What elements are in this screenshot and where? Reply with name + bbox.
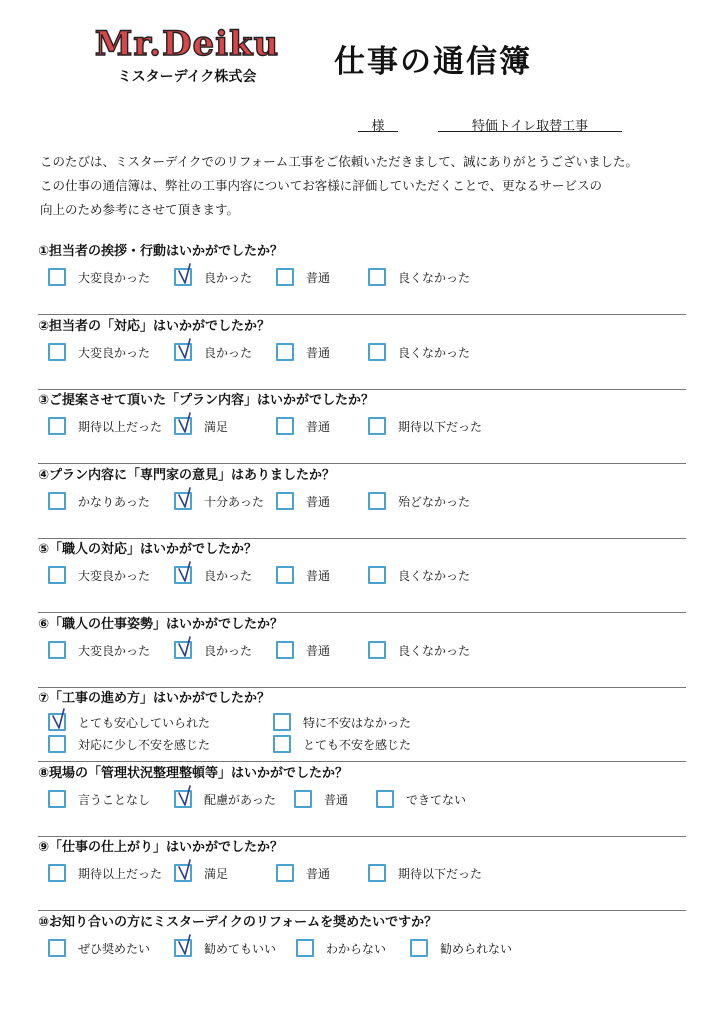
option-label: 期待以上だった <box>78 867 163 881</box>
option-label: 良かった <box>204 643 253 658</box>
option-label: 普通 <box>306 643 331 658</box>
question-block <box>38 911 686 985</box>
logo-text: Mr.Deiku <box>94 24 280 64</box>
intro-line: このたびは、ミスターデイクでのリフォーム工事をご依頼いただきまして、誠にありがとうございました。 <box>40 154 639 169</box>
check-mark-icon <box>176 635 198 657</box>
option-label: 普通 <box>306 569 331 583</box>
question-title: ⑦「工事の進め方」はいかがでしたか？ <box>38 691 271 706</box>
check-mark-icon <box>176 933 198 955</box>
option-label: 良くなかった <box>398 271 471 285</box>
option-label: かなりあった <box>78 494 150 509</box>
checkbox[interactable] <box>276 492 294 510</box>
option-label: 期待以上だった <box>78 420 163 434</box>
question-title: ⑩お知り合いの方にミスターデイクのリフォームを奨めたいですか？ <box>38 914 438 930</box>
option-label: 普通 <box>306 867 331 881</box>
option-label: とても安心していられた <box>78 716 211 730</box>
company-logo <box>74 24 300 86</box>
option-label: 良かった <box>204 271 253 285</box>
intro-text <box>40 150 700 222</box>
checkbox[interactable] <box>368 268 386 286</box>
checkbox[interactable] <box>273 713 291 731</box>
checkbox[interactable] <box>273 735 291 753</box>
option-label: 期待以下だった <box>398 420 483 434</box>
check-mark-icon <box>176 858 198 880</box>
question-block <box>38 687 686 762</box>
question-title: ⑨「仕事の仕上がり」はいかがでしたか？ <box>38 840 284 855</box>
option-label: 良くなかった <box>398 569 471 583</box>
option-label: 大変良かった <box>78 345 151 360</box>
checkbox[interactable] <box>276 417 294 435</box>
question-title: ①担当者の挨拶・行動はいかがでしたか？ <box>38 244 284 259</box>
option-label: 普通 <box>306 420 331 434</box>
checkbox[interactable] <box>48 864 66 882</box>
question-title: ⑥「職人の仕事姿勢」はいかがでしたか？ <box>38 616 284 632</box>
checkbox[interactable] <box>276 566 294 584</box>
check-mark-icon <box>176 411 198 433</box>
checkbox[interactable] <box>276 343 294 361</box>
option-label: 大変良かった <box>78 643 151 658</box>
company-name: ミスターデイク株式会 <box>117 69 257 85</box>
question-block <box>38 240 686 315</box>
option-label: 大変良かった <box>78 271 151 285</box>
check-mark-icon <box>176 784 198 806</box>
option-label: 満足 <box>204 420 229 434</box>
check-mark-icon <box>176 262 198 284</box>
option-label: 特に不安はなかった <box>303 716 412 730</box>
question-title: ②担当者の「対応」はいかがでしたか？ <box>38 318 271 334</box>
checkbox[interactable] <box>368 492 386 510</box>
option-label: 対応に少し不安を感じた <box>78 738 211 752</box>
checkbox[interactable] <box>276 864 294 882</box>
question-title: ⑤「職人の対応」はいかがでしたか？ <box>38 542 258 557</box>
checkbox[interactable] <box>276 268 294 286</box>
check-mark-icon <box>50 707 72 729</box>
question-block <box>38 613 686 688</box>
checkbox[interactable] <box>48 492 66 510</box>
question-block <box>38 464 686 539</box>
question-title: ④プラン内容に「専門家の意見」はありましたか？ <box>38 467 336 483</box>
checkbox[interactable] <box>48 566 66 584</box>
customer-name-line: 様 <box>358 115 398 132</box>
checkbox[interactable] <box>48 268 66 286</box>
checkbox[interactable] <box>48 641 66 659</box>
option-label: 普通 <box>306 494 331 509</box>
option-label: ぜひ奨めたい <box>78 941 151 956</box>
checkbox[interactable] <box>410 939 428 957</box>
checkbox[interactable] <box>294 790 312 808</box>
question-block <box>38 836 686 911</box>
intro-line: この仕事の通信簿は、弊社の工事内容についてお客様に評価していただくことで、更なるサービスの <box>40 178 603 193</box>
checkbox[interactable] <box>296 939 314 957</box>
checkbox[interactable] <box>48 790 66 808</box>
job-name: 特価トイレ取替工事 <box>438 115 622 132</box>
question-block <box>38 538 686 613</box>
option-label: 大変良かった <box>78 569 151 583</box>
question-block <box>38 315 686 390</box>
checkbox[interactable] <box>376 790 394 808</box>
option-label: 殆どなかった <box>398 494 471 509</box>
option-label: 言うことなし <box>78 792 151 807</box>
check-mark-icon <box>176 486 198 508</box>
option-label: 配慮があった <box>204 792 276 807</box>
option-label: 勧められない <box>440 941 513 956</box>
option-label: 良くなかった <box>398 643 471 658</box>
option-label: 普通 <box>324 792 349 807</box>
option-label: 普通 <box>306 345 331 360</box>
option-label: 良かった <box>204 569 253 583</box>
question-title: ③ご提案させて頂いた「プラン内容」はいかがでしたか？ <box>38 393 375 408</box>
check-mark-icon <box>176 337 198 359</box>
option-label: 満足 <box>204 867 229 881</box>
checkbox[interactable] <box>48 417 66 435</box>
question-block <box>38 762 686 837</box>
option-label: わからない <box>326 941 387 956</box>
option-label: 良かった <box>204 345 253 360</box>
checkbox[interactable] <box>48 343 66 361</box>
intro-line: 向上のため参考にさせて頂きます。 <box>40 202 240 217</box>
option-label: できてない <box>406 792 467 807</box>
checkbox[interactable] <box>368 864 386 882</box>
checkbox[interactable] <box>48 939 66 957</box>
checkbox[interactable] <box>368 343 386 361</box>
question-title: ⑧現場の「管理状況整理整頓等」はいかがでしたか？ <box>38 765 349 781</box>
checkbox[interactable] <box>368 417 386 435</box>
option-label: 十分あった <box>204 494 264 509</box>
option-label: 期待以下だった <box>398 867 483 881</box>
option-label: 勧めてもいい <box>204 941 277 956</box>
check-mark-icon <box>176 560 198 582</box>
document-title: 仕事の通信簿 <box>334 44 532 80</box>
question-block <box>38 389 686 464</box>
option-label: 普通 <box>306 271 331 285</box>
checkbox[interactable] <box>48 735 66 753</box>
checkbox[interactable] <box>276 641 294 659</box>
option-label: とても不安を感じた <box>303 738 412 752</box>
option-label: 良くなかった <box>398 345 471 360</box>
checkbox[interactable] <box>368 641 386 659</box>
checkbox[interactable] <box>368 566 386 584</box>
